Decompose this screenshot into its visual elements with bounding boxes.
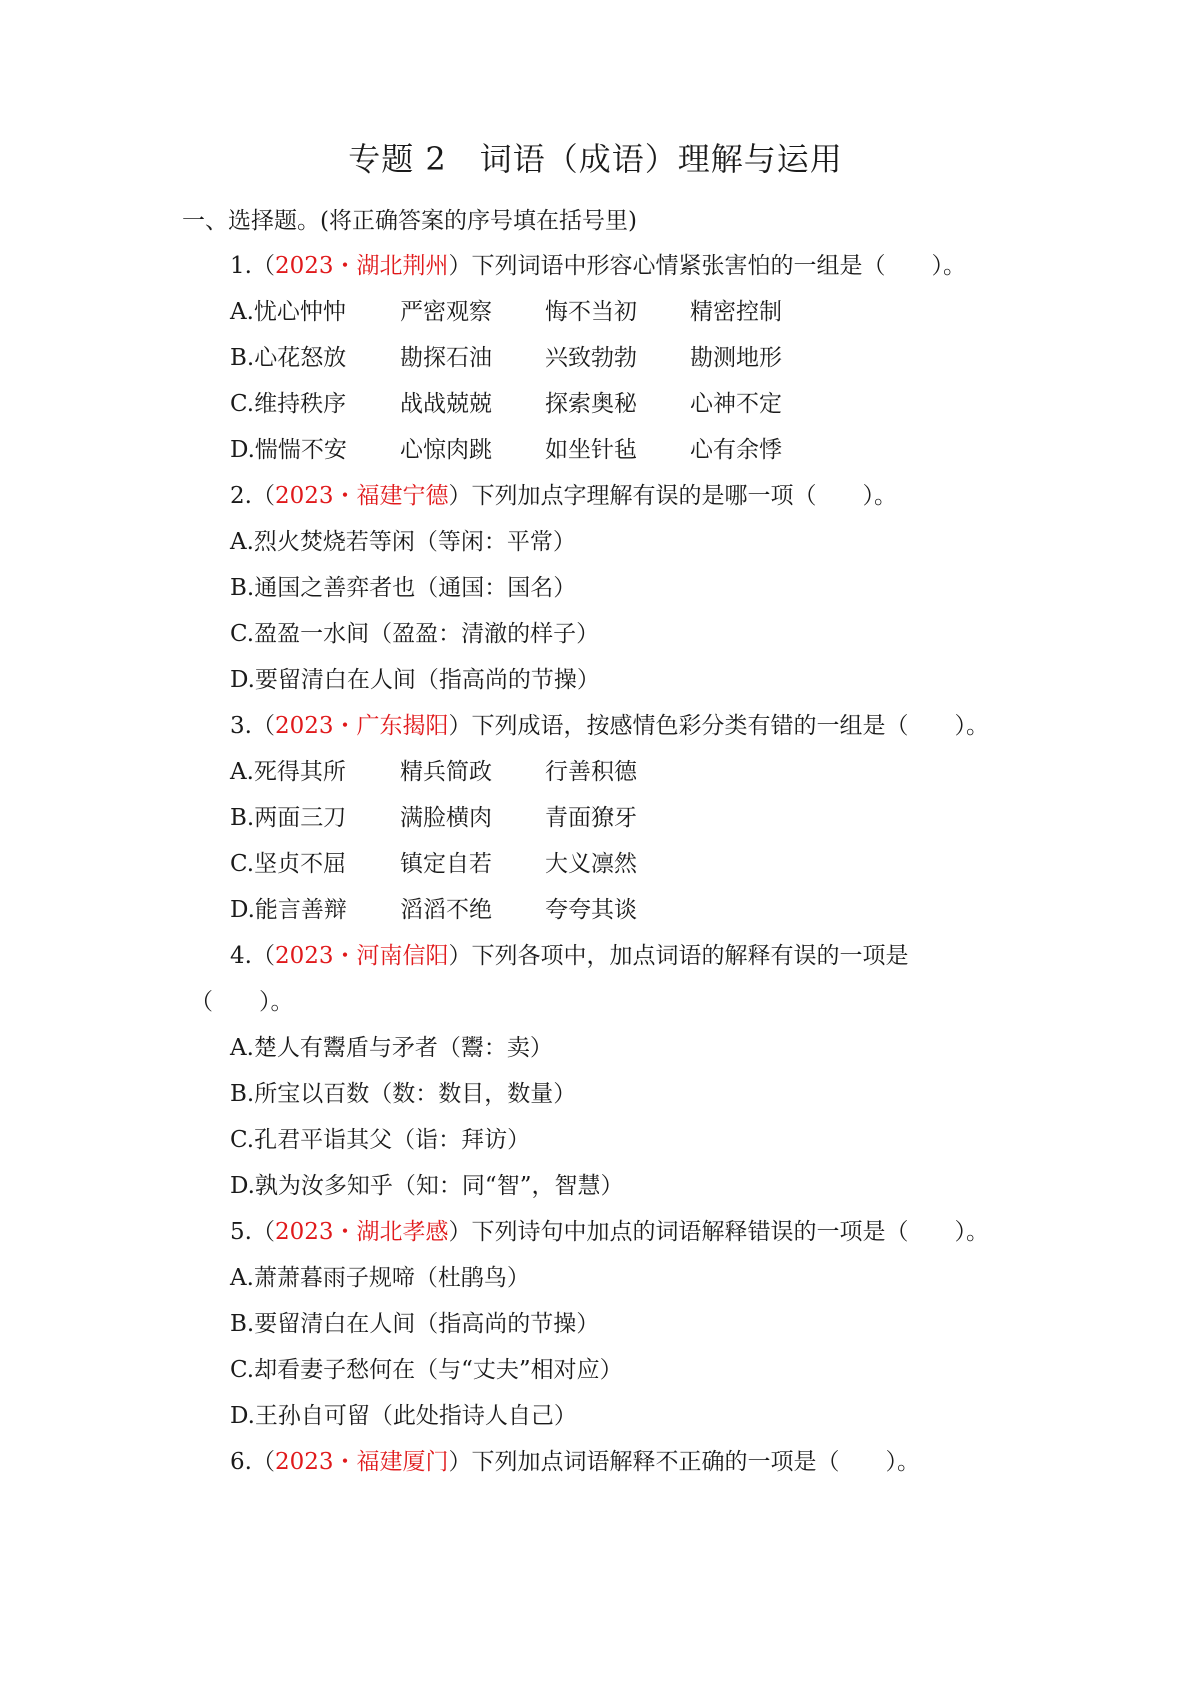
question-3-source: 2023・广东揭阳	[274, 713, 449, 739]
question-4-option-a: A.楚人有鬻盾与矛者（鬻：卖）	[230, 1035, 553, 1061]
question-5-option-a: A.萧萧暮雨子规啼（杜鹃鸟）	[230, 1265, 530, 1291]
question-2-source: 2023・福建宁德	[274, 483, 449, 509]
question-3-option-a: A.死得其所 精兵简政 行善积德	[230, 759, 637, 785]
question-4-source: 2023・河南信阳	[274, 943, 449, 969]
question-2-option-a: A.烈火焚烧若等闲（等闲：平常）	[230, 529, 576, 555]
question-1-option-d: D.惴惴不安 心惊肉跳 如坐针毡 心有余悸	[230, 437, 782, 463]
question-5-stem: 5.（2023・湖北孝感）下列诗句中加点的词语解释错误的一项是（ ）。	[230, 1219, 989, 1245]
question-3-option-b: B.两面三刀 满脸横肉 青面獠牙	[230, 805, 637, 831]
question-1-stem	[230, 251, 966, 281]
question-4-option-b: B.所宝以百数（数：数目，数量）	[230, 1081, 577, 1107]
question-2-option-c: C.盈盈一水间（盈盈：清澈的样子）	[230, 621, 600, 647]
question-4-stem: 4.（2023・河南信阳）下列各项中，加点词语的解释有误的一项是	[230, 943, 909, 969]
question-4-option-d: D.孰为汝多知乎（知：同“智”，智慧）	[230, 1173, 624, 1199]
question-4-stem-continued: （ ）。	[190, 989, 294, 1015]
question-2-stem: 2.（2023・福建宁德）下列加点字理解有误的是哪一项（ ）。	[230, 483, 897, 509]
question-1-option-c: C.维持秩序 战战兢兢 探索奥秘 心神不定	[230, 391, 782, 417]
question-4-option-c: C.孔君平诣其父（诣：拜访）	[230, 1127, 531, 1153]
question-1-option-a: A.忧心忡忡 严密观察 悔不当初 精密控制	[230, 299, 782, 325]
question-1-option-b: B.心花怒放 勘探石油 兴致勃勃 勘测地形	[230, 345, 782, 371]
question-5-option-b: B.要留清白在人间（指高尚的节操）	[230, 1311, 600, 1337]
question-6-source: 2023・福建厦门	[274, 1449, 449, 1475]
question-5-option-c: C.却看妻子愁何在（与“丈夫”相对应）	[230, 1357, 623, 1383]
question-1-number: 1.（	[230, 253, 275, 279]
question-3-option-c: C.坚贞不屈 镇定自若 大义凛然	[230, 851, 637, 877]
section-heading: 一、选择题。(将正确答案的序号填在括号里)	[182, 208, 637, 234]
page-title: 专题 2 词语（成语）理解与运用	[348, 140, 843, 178]
question-5-option-d: D.王孙自可留（此处指诗人自己）	[230, 1403, 577, 1429]
question-2-option-d: D.要留清白在人间（指高尚的节操）	[230, 667, 600, 693]
question-3-option-d: D.能言善辩 滔滔不绝 夸夸其谈	[230, 897, 637, 923]
question-3-stem: 3.（2023・广东揭阳）下列成语，按感情色彩分类有错的一组是（ ）。	[230, 713, 989, 739]
question-6-stem: 6.（2023・福建厦门）下列加点词语解释不正确的一项是（ ）。	[230, 1449, 920, 1475]
question-1-text: ）下列词语中形容心情紧张害怕的一组是（ ）。	[448, 253, 966, 279]
question-1-source: 2023・湖北荆州	[274, 253, 449, 279]
question-2-option-b: B.通国之善弈者也（通国：国名）	[230, 575, 577, 601]
question-5-source: 2023・湖北孝感	[274, 1219, 449, 1245]
